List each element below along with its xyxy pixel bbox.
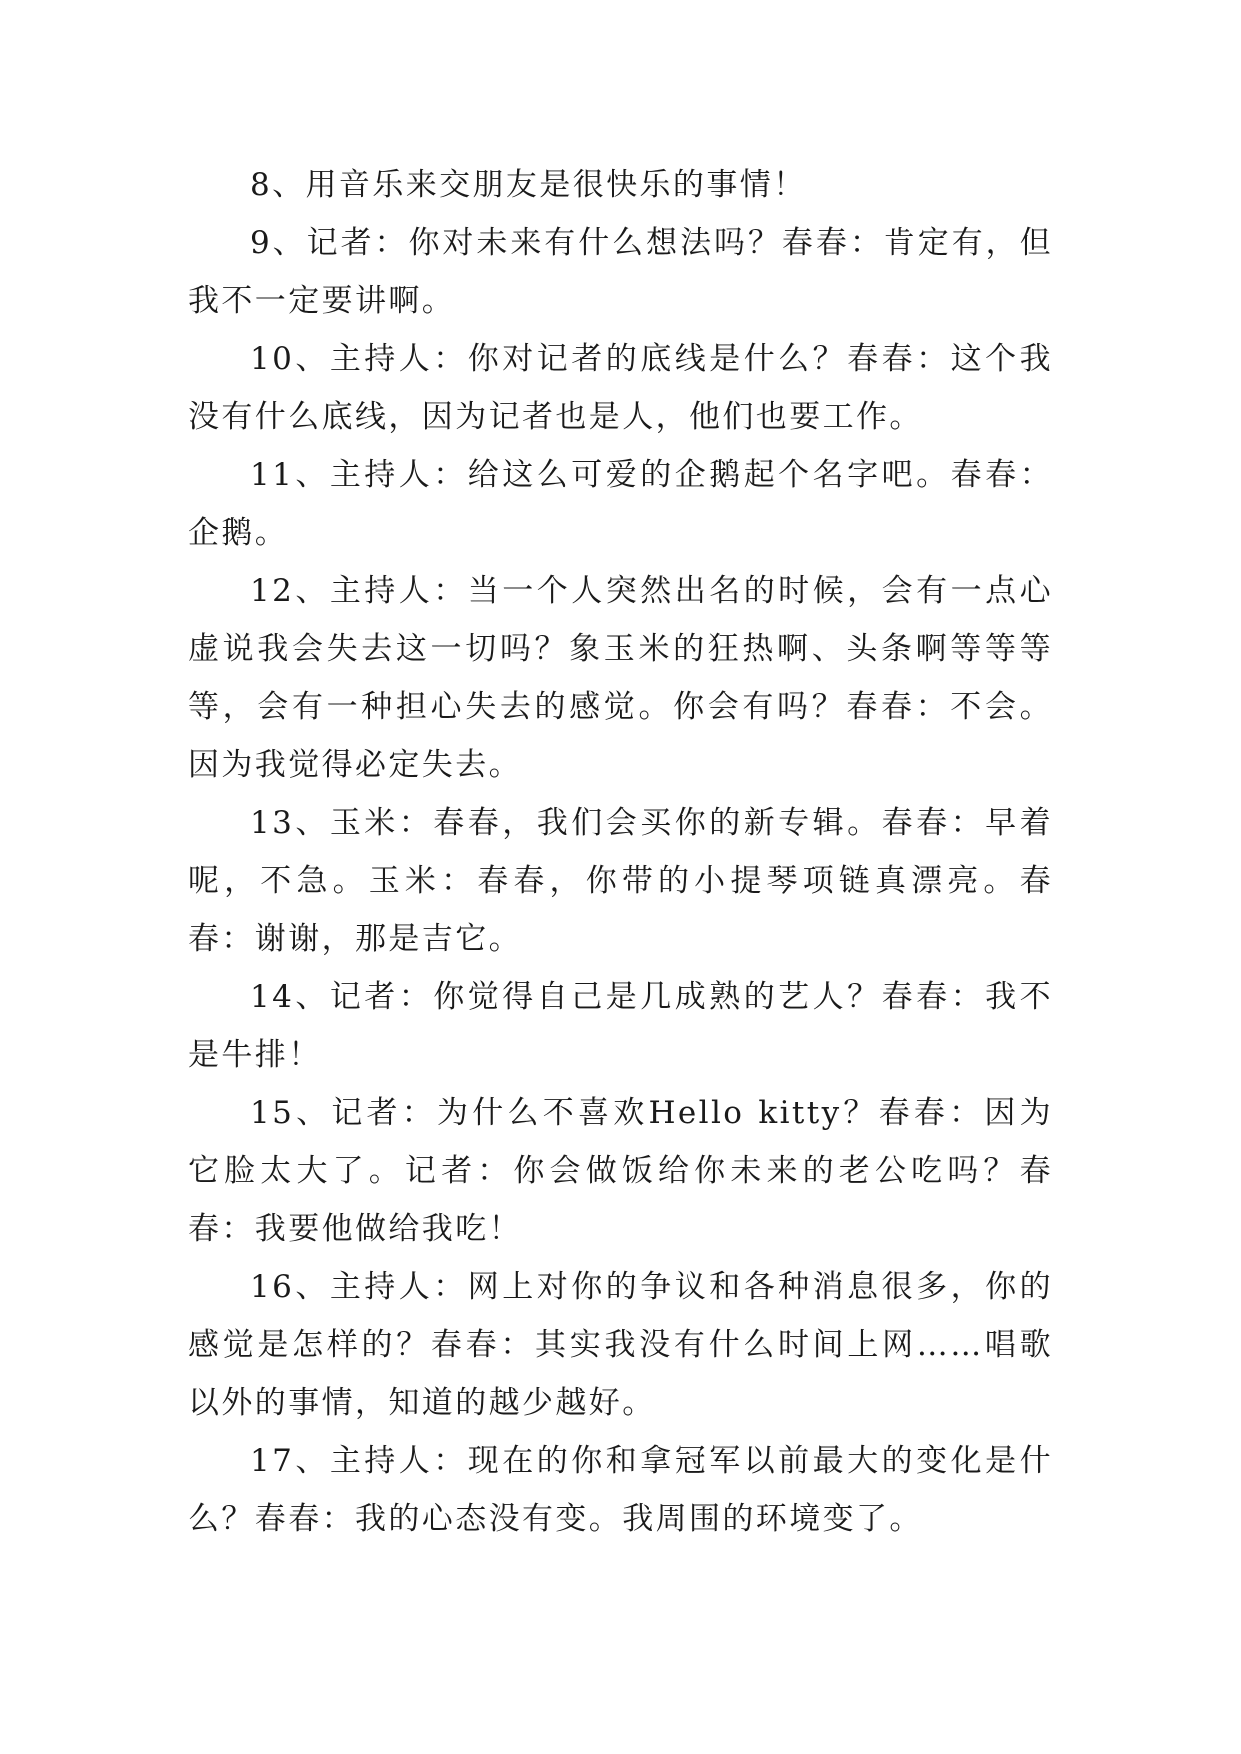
paragraph-11: 11、主持人：给这么可爱的企鹅起个名字吧。春春：企鹅。	[188, 457, 1053, 551]
paragraph-14: 14、记者：你觉得自己是几成熟的艺人？春春：我不是牛排！	[188, 979, 1053, 1073]
paragraph-12: 12、主持人：当一个人突然出名的时候，会有一点心虚说我会失去这一切吗？象玉米的狂热啊、头条啊等等等等，会有一种担心失去的感觉。你会有吗？春春：不会。因为我觉得必定失去。	[188, 573, 1053, 783]
paragraph-15: 15、记者：为什么不喜欢Hello kitty？春春：因为它脸太大了。记者：你会做饭给你未来的老公吃吗？春春：我要他做给我吃！	[188, 1095, 1053, 1247]
paragraph-10: 10、主持人：你对记者的底线是什么？春春：这个我没有什么底线，因为记者也是人，他们也要工作。	[188, 341, 1053, 435]
paragraph-13: 13、玉米：春春，我们会买你的新专辑。春春：早着呢，不急。玉米：春春，你带的小提琴项链真漂亮。春春：谢谢，那是吉它。	[188, 805, 1053, 957]
paragraph-9: 9、记者：你对未来有什么想法吗？春春：肯定有，但我不一定要讲啊。	[188, 225, 1053, 319]
document-body	[188, 156, 1053, 1548]
paragraph-16: 16、主持人：网上对你的争议和各种消息很多，你的感觉是怎样的？春春：其实我没有什么时间上网……唱歌以外的事情，知道的越少越好。	[188, 1269, 1053, 1421]
paragraph-8: 8、用音乐来交朋友是很快乐的事情！	[250, 167, 807, 203]
paragraph-17: 17、主持人：现在的你和拿冠军以前最大的变化是什么？春春：我的心态没有变。我周围的环境变了。	[188, 1443, 1053, 1537]
